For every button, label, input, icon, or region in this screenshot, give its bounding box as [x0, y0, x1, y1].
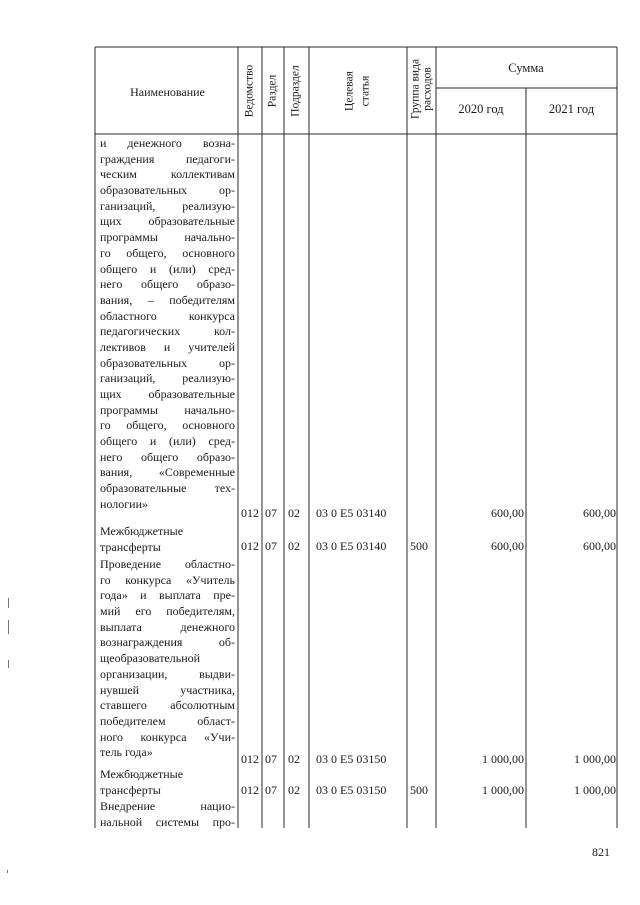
row-2-celevaya: 03 0 E5 03140 [316, 539, 387, 553]
name-line: нувшей участника, [100, 682, 235, 697]
name-line: образовательные тех- [100, 481, 235, 496]
name-line: программы начально- [100, 230, 235, 245]
name-line: него общего образо- [100, 449, 235, 464]
name-line: ческим коллективам [100, 167, 235, 182]
name-line: ставшего абсолютным [100, 698, 235, 713]
row-1-name [100, 136, 235, 513]
column-header-summa: Сумма [508, 61, 544, 75]
scan-mark [8, 660, 9, 668]
row-2-sum-2021: 600,00 [583, 539, 616, 553]
row-2-podrazdel: 02 [288, 539, 300, 553]
row-2-vid: 500 [410, 539, 428, 553]
column-header-razdel: Раздел [266, 74, 279, 108]
row-4-podrazdel: 02 [288, 783, 300, 797]
name-line: Межбюджетные [100, 524, 184, 538]
name-line: образовательных ор- [100, 355, 235, 370]
name-line: педагогических кол- [100, 324, 235, 339]
row-1-razdel: 07 [265, 506, 277, 520]
name-line: общего и (или) сред- [100, 434, 235, 449]
scan-mark [7, 870, 8, 873]
name-line: трансферты [100, 782, 161, 797]
row-1-podrazdel: 02 [288, 506, 300, 520]
scan-mark [8, 598, 9, 608]
row-3-sum-2020: 1 000,00 [482, 752, 524, 766]
name-line: щих образовательные [100, 214, 235, 229]
row-5-name [100, 799, 235, 830]
row-2-razdel: 07 [265, 539, 277, 553]
column-header-gruppa-1: Группа вида [409, 58, 422, 120]
name-line: года» и выплата пре- [100, 588, 235, 603]
name-line: общего и (или) сред- [100, 261, 235, 276]
row-3-razdel: 07 [265, 752, 277, 766]
column-header-celevaya-2: статья [359, 75, 372, 107]
name-line: выплата денежного [100, 619, 235, 634]
row-1-celevaya: 03 0 E5 03140 [316, 506, 387, 520]
name-line: щеобразовательной [100, 651, 201, 666]
name-line: мий его победителям, [100, 604, 235, 619]
page-number: 821 [592, 845, 610, 859]
row-4-razdel: 07 [265, 783, 277, 797]
column-header-podrazdel: Подраздел [289, 65, 302, 117]
name-line: щих образовательные [100, 387, 235, 401]
row-4-sum-2021: 1 000,00 [574, 783, 616, 797]
name-line: программы начально- [100, 402, 235, 417]
row-4-celevaya: 03 0 E5 03150 [316, 783, 387, 797]
column-header-year-2021: 2021 год [548, 102, 595, 116]
row-3-ved: 012 [241, 752, 259, 766]
name-line: вания, «Современные [100, 465, 235, 480]
row-3-podrazdel: 02 [288, 752, 300, 766]
name-line: го общего, основного [100, 245, 235, 260]
row-3-name [100, 557, 235, 761]
name-line: ного конкурса «Учи- [100, 729, 235, 744]
row-4-name [100, 767, 235, 798]
name-line: вознаграждения об- [100, 635, 235, 650]
name-line: Проведение областно- [100, 557, 235, 571]
column-header-gruppa-2: расходов [421, 67, 434, 111]
row-2-sum-2020: 600,00 [491, 539, 524, 553]
name-line: нальной системы про- [100, 814, 235, 829]
column-header-celevaya-1: Целевая [343, 71, 356, 111]
name-line: победителем област- [100, 713, 235, 728]
column-header-name: Наименование [130, 85, 205, 99]
name-line: граждения педагоги- [100, 151, 235, 166]
row-2-ved: 012 [241, 539, 259, 553]
row-4-vid: 500 [410, 783, 428, 797]
row-1-sum-2020: 600,00 [491, 506, 524, 520]
name-line: тель года» [100, 745, 153, 760]
row-1-ved: 012 [241, 506, 259, 520]
name-line: организации, выдви- [100, 666, 235, 681]
row-1-sum-2021: 600,00 [583, 506, 616, 520]
column-header-year-2020: 2020 год [458, 102, 504, 116]
name-line: ганизаций, реализую- [100, 371, 235, 386]
row-4-sum-2020: 1 000,00 [482, 783, 524, 797]
name-line: трансферты [100, 539, 161, 554]
scan-mark [8, 620, 9, 634]
name-line: областного конкурса [100, 308, 235, 323]
column-header-vedomstvo: Ведомство [243, 64, 256, 118]
name-line: нологии» [100, 496, 149, 511]
name-line: Внедрение нацио- [100, 799, 235, 813]
row-3-sum-2021: 1 000,00 [574, 752, 616, 766]
name-line: и денежного возна- [100, 136, 235, 150]
name-line: вания, – победителям [100, 292, 235, 307]
row-2-name [100, 524, 235, 555]
name-line: Межбюджетные [100, 767, 184, 781]
name-line: го конкурса «Учитель [100, 572, 235, 587]
name-line: образовательных ор- [100, 183, 235, 198]
row-4-ved: 012 [241, 783, 259, 797]
name-line: него общего образо- [100, 277, 235, 292]
name-line: го общего, основного [100, 418, 235, 433]
name-line: лективов и учителей [100, 339, 235, 354]
name-line: ганизаций, реализую- [100, 198, 235, 213]
row-3-celevaya: 03 0 E5 03150 [316, 752, 387, 766]
